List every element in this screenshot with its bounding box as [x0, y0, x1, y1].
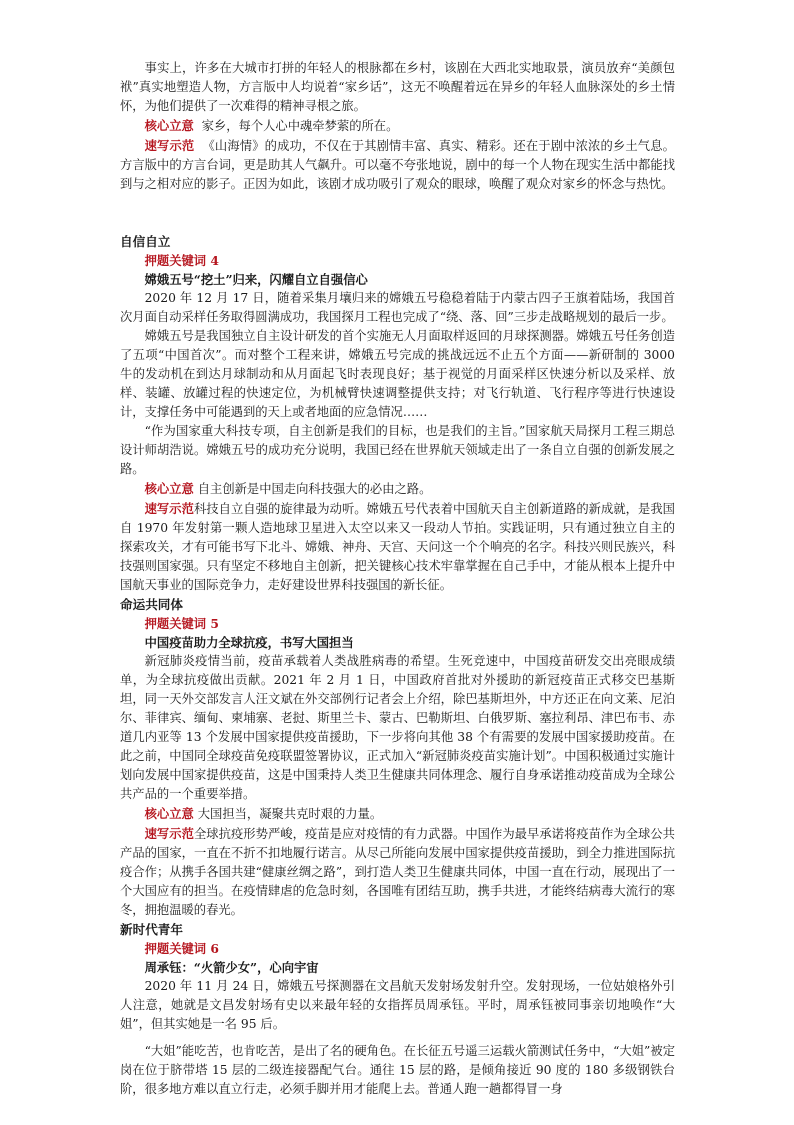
model-writing-line	[120, 499, 675, 595]
article-title: 周承钰：“火箭少女”，心向宇宙	[144, 960, 319, 975]
document-body	[120, 59, 675, 1099]
section-heading: 自信自立	[120, 234, 171, 249]
article-title: 中国疫苗助力全球抗疫，书写大国担当	[144, 635, 354, 650]
core-idea-text: 家乡，每个人心中魂牵梦萦的所在。	[201, 119, 399, 133]
model-writing-label: 速写示范	[144, 501, 194, 516]
core-idea-label: 核心立意	[144, 481, 194, 496]
section-heading: 命运共同体	[120, 597, 183, 612]
paragraph: “作为国家重大科技专项，自主创新是我们的目标，也是我们的主旨。”国家航天局探月工程三期总设计师胡浩说。嫦娥五号的成功充分说明，我国已经在世界航天领域走出了一条自立自强的创新发展之路。	[120, 424, 675, 476]
model-writing-text: 全球抗疫形势严峻，疫苗是应对疫情的有力武器。中国作为最早承诺将疫苗作为全球公共产品的国家，一直在不折不扣地履行诺言。从尽己所能向发展中国家提供疫苗援助，到全力推进国际抗疫合作；从携手各国共建“健康丝绸之路”，到打造人类卫生健康共同体，中国一直在行动，展现出了一个大国应有的担当。在疫情肆虐的危急时刻，各国唯有团结互助，携手共进，才能终结病毒大流行的寒冬，拥抱温暖的春光。	[120, 827, 675, 917]
paragraph: “大姐”能吃苦，也肯吃苦，是出了名的硬角色。在长征五号遥三运载火箭测试任务中，“大姐”被定岗在位于脐带塔 15 层的二级连接器配气台。通往 15 层的路，是倾角接近 90 度的 180 多级钢铁台阶，很多地方难以直立行走，必须手脚并用才能爬上去。普通人跑一趟都得冒一身	[120, 1044, 675, 1096]
model-writing-label: 速写示范	[144, 138, 195, 153]
core-idea-label: 核心立意	[144, 118, 194, 133]
model-writing-label: 速写示范	[144, 826, 194, 841]
article-title: 嫦娥五号“挖土”归来，闪耀自立自强信心	[144, 272, 368, 287]
model-writing-text: 科技自立自强的旋律最为动听。嫦娥五号代表着中国航天自主创新道路的新成就，是我国自 1970 年发射第一颗人造地球卫星进入太空以来又一段动人节拍。实践证明，只有通过独立自主的探索攻关，才有可能书写下北斗、嫦娥、神舟、天宫、天问这一个个响亮的名字。科技兴则民族兴，科技强则国家强。只有坚定不移地自主创新，把关键核心技术牢靠掌握在自己手中，才能从根本上提升中国航天事业的国际竞争力，走好建设世界科技强国的新长征。	[120, 502, 675, 592]
paragraph: 事实上，许多在大城市打拼的年轻人的根脉都在乡村，该剧在大西北实地取景，演员放弃“美颜包袱”真实地塑造人物，方言版中人均说着“家乡话”，这无不唤醒着远在异乡的年轻人血脉深处的乡土情怀，为他们提供了一次难得的精神寻根之旅。	[120, 61, 675, 113]
section-heading: 新时代青年	[120, 922, 183, 937]
model-writing-text: 《山海情》的成功，不仅在于其剧情丰富、真实、精彩。还在于剧中浓浓的乡土气息。方言版中的方言台词，更是助其人气飙升。可以毫不夸张地说，剧中的每一个人物在现实生活中都能找到与之相对应的影子。正因为如此，该剧才成功吸引了观众的眼球，唤醒了观众对家乡的怀念与热忱。	[120, 139, 675, 191]
model-writing-line	[120, 824, 675, 920]
paragraph: 2020 年 12 月 17 日，随着采集月壤归来的嫦娥五号稳稳着陆于内蒙古四子王旗着陆场，我国首次月面自动采样任务取得圆满成功，我国探月工程也完成了“绕、落、回”三步走战略规划的最后一步。	[120, 291, 675, 324]
paragraph: 嫦娥五号是我国独立自主设计研发的首个实施无人月面取样返回的月球探测器。嫦娥五号任务创造了五项“中国首次”。而对整个工程来讲，嫦娥五号完成的挑战远远不止五个方面——新研制的 3000 牛的发动机在到达月球制动和从月面起飞时表现良好；基于视觉的月面采样区快速分析以及采样、放样、装罐、放罐过程的快速定位，为机械臂快速调整提供支持；对飞行轨道、飞行程序等进行快速设计，支撑任务中可能遇到的天上或者地面的应急情况……	[120, 329, 675, 419]
core-idea-text: 大国担当，凝聚共克时艰的力量。	[197, 807, 383, 821]
model-writing-line	[120, 136, 675, 194]
paragraph: 2020 年 11 月 24 日，嫦娥五号探测器在文昌航天发射场发射升空。发射现场，一位姑娘格外引人注意，她就是文昌发射场有史以来最年轻的女指挥员周承钰。平时，周承钰被同事亲切地唤作“大姐”，但其实她是一名 95 后。	[120, 979, 675, 1031]
core-idea-line	[120, 479, 675, 499]
core-idea-text: 自主创新是中国走向科技强大的必由之路。	[197, 482, 432, 496]
core-idea-line	[120, 116, 675, 136]
core-idea-label: 核心立意	[144, 806, 194, 821]
keyword-heading: 押题关键词 4	[144, 253, 219, 268]
paragraph: 新冠肺炎疫情当前，疫苗承载着人类战胜病毒的希望。生死竞速中，中国疫苗研发交出亮眼成绩单，为全球抗疫做出贡献。2021 年 2 月 1 日，中国政府首批对外援助的新冠疫苗正式移交巴基斯坦，同一天外交部发言人汪文斌在外交部例行记者会上介绍，除巴基斯坦外，中方还正在向文莱、尼泊尔、菲律宾、缅甸、柬埔寨、老挝、斯里兰卡、蒙古、巴勒斯坦、白俄罗斯、塞拉利昂、津巴布韦、赤道几内亚等 13 个发展中国家提供疫苗援助，下一步将向其他 38 个有需要的发展中国家援助疫苗。在此之前，中国同全球疫苗免疫联盟签署协议，正式加入“新冠肺炎疫苗实施计划”。中国积极通过实施计划向发展中国家提供疫苗，这是中国秉持人类卫生健康共同体理念、履行自身承诺推动疫苗成为全球公共产品的一个重要举措。	[120, 654, 675, 801]
keyword-heading: 押题关键词 5	[144, 616, 219, 631]
keyword-heading: 押题关键词 6	[144, 941, 219, 956]
core-idea-line	[120, 804, 675, 824]
